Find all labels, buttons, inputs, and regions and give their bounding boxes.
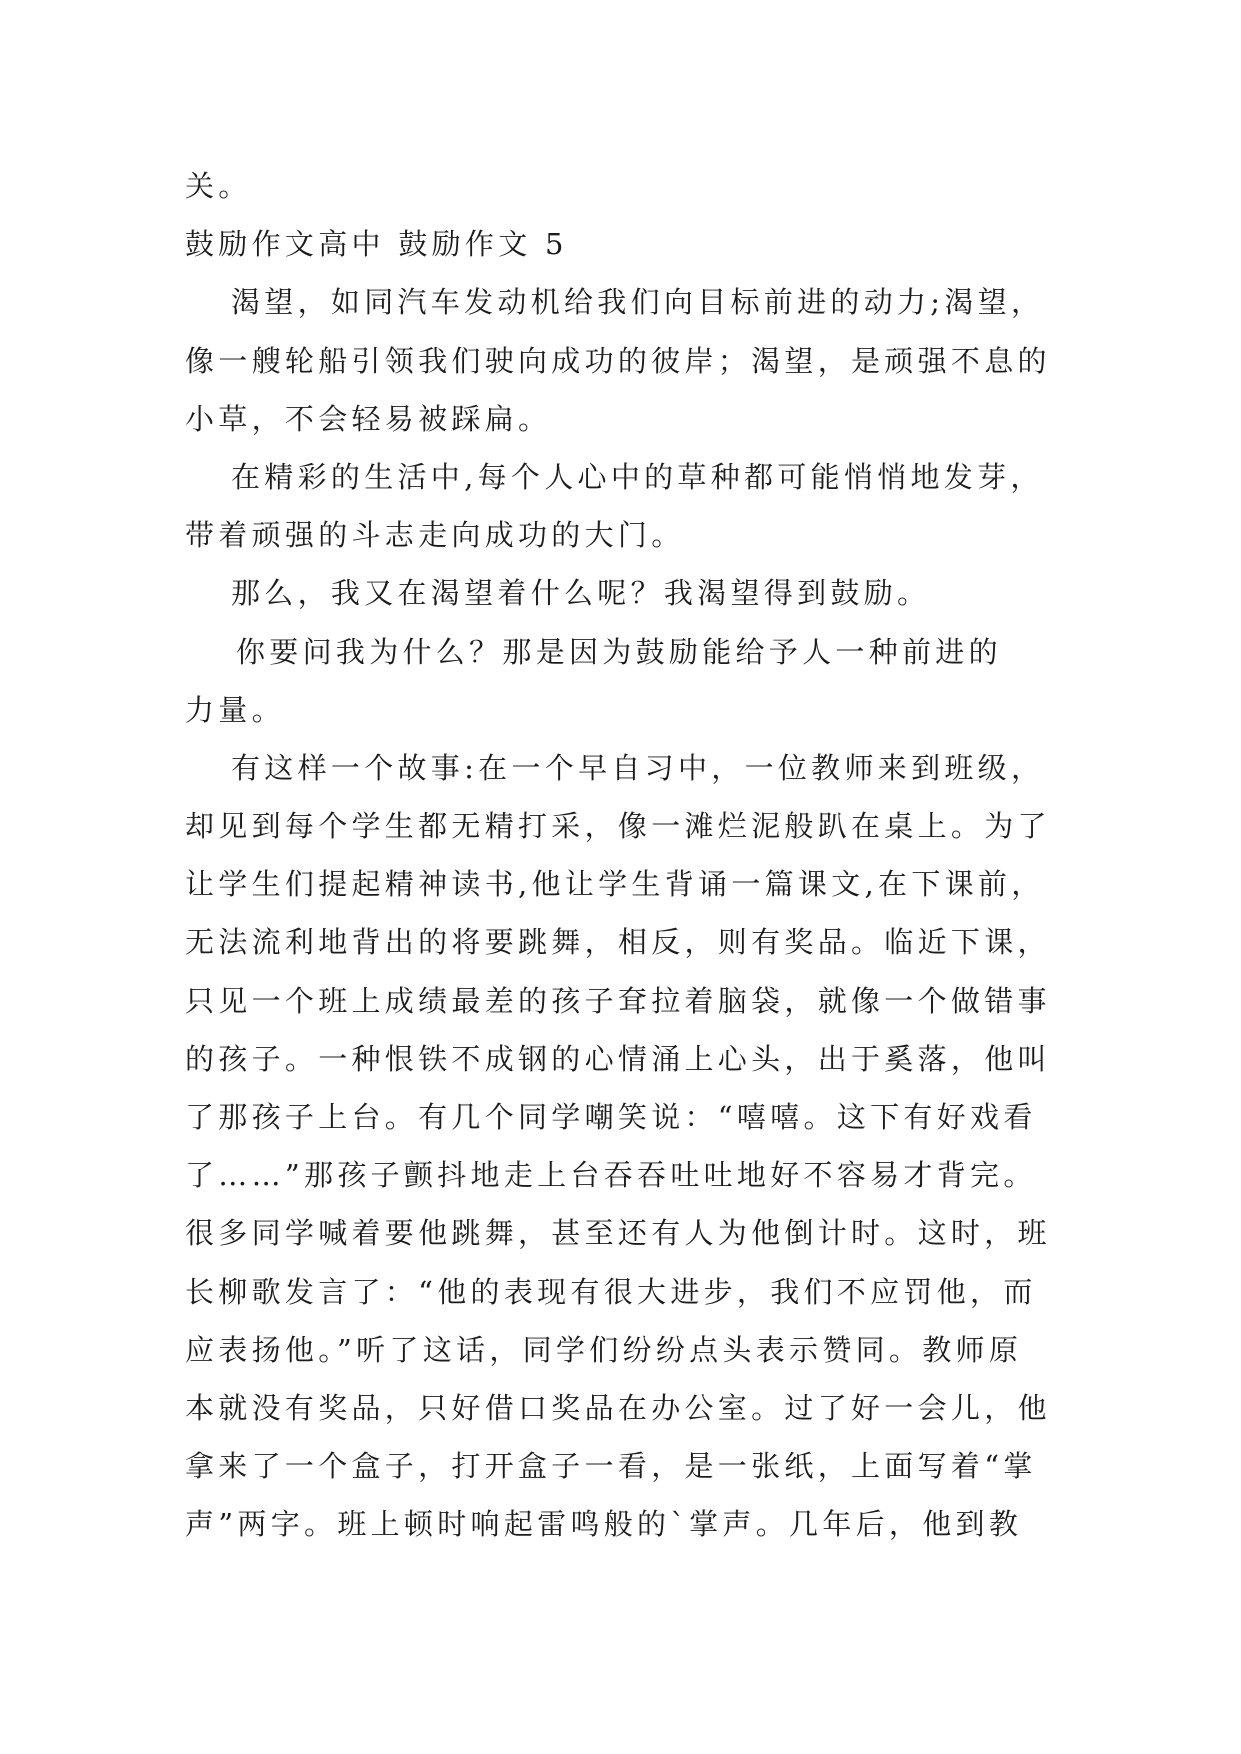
paragraph bbox=[185, 623, 1065, 739]
text-line: 了……”那孩子颤抖地走上台吞吞吐吐地好不容易才背完。 bbox=[185, 1158, 1037, 1193]
document-body bbox=[185, 157, 1065, 1554]
text-line: 在精彩的生活中,每个人心中的草种都可能悄悄地发芽， bbox=[231, 459, 1044, 494]
text-line: 拿来了一个盒子，打开盒子一看，是一张纸，上面写着“掌 bbox=[185, 1449, 1037, 1484]
text-line: 很多同学喊着要他跳舞，甚至还有人为他倒计时。这时，班 bbox=[185, 1216, 1051, 1251]
text-line: 无法流利地背出的将要跳舞，相反，则有奖品。临近下课， bbox=[185, 925, 1051, 960]
text-line: 应表扬他。”听了这话，同学们纷纷点头表示赞同。教师原 bbox=[185, 1332, 1023, 1367]
text-line: 那么，我又在渴望着什么呢？我渴望得到鼓励。 bbox=[231, 576, 931, 611]
text-line: 了那孩子上台。有几个同学嘲笑说：“嘻嘻。这下有好戏看 bbox=[185, 1100, 1037, 1134]
paragraph bbox=[185, 739, 1065, 1554]
text-line: 却见到每个学生都无精打采，像一滩烂泥般趴在桌上。为了 bbox=[185, 809, 1051, 844]
text-line: 小草，不会轻易被踩扁。 bbox=[185, 401, 552, 436]
text-line: 让学生们提起精神读书,他让学生背诵一篇课文,在下课前， bbox=[185, 867, 1045, 902]
text-line: 长柳歌发言了：“他的表现有很大进步，我们不应罚他，而 bbox=[185, 1274, 1037, 1309]
paragraph bbox=[185, 273, 1065, 448]
text-line: 你要问我为什么？那是因为鼓励能给予人一种前进的 bbox=[236, 634, 1002, 669]
paragraph bbox=[185, 448, 1065, 564]
text-line: 有这样一个故事:在一个早自习中，一位教师来到班级， bbox=[231, 750, 1045, 785]
essay-heading: 鼓励作文高中 鼓励作文 5 bbox=[185, 227, 568, 262]
text-line: 声”两字。班上顿时响起雷鸣般的`掌声。几年后，他到教 bbox=[185, 1507, 1023, 1542]
text-line: 力量。 bbox=[185, 692, 285, 727]
text-line: 的孩子。一种恨铁不成钢的心情涌上心头，出于奚落，他叫 bbox=[185, 1041, 1051, 1076]
text-line: 本就没有奖品，只好借口奖品在办公室。过了好一会儿，他 bbox=[185, 1390, 1051, 1425]
text-line: 带着顽强的斗志走向成功的大门。 bbox=[185, 518, 685, 553]
text-line: 只见一个班上成绩最差的孩子耷拉着脑袋，就像一个做错事 bbox=[185, 983, 1051, 1018]
text-line: 渴望，如同汽车发动机给我们向目标前进的动力;渴望， bbox=[231, 285, 1045, 320]
continuation-text: 关。 bbox=[185, 169, 252, 203]
paragraph bbox=[185, 564, 1065, 622]
text-line: 像一艘轮船引领我们驶向成功的彼岸；渴望，是顽强不息的 bbox=[185, 343, 1051, 378]
